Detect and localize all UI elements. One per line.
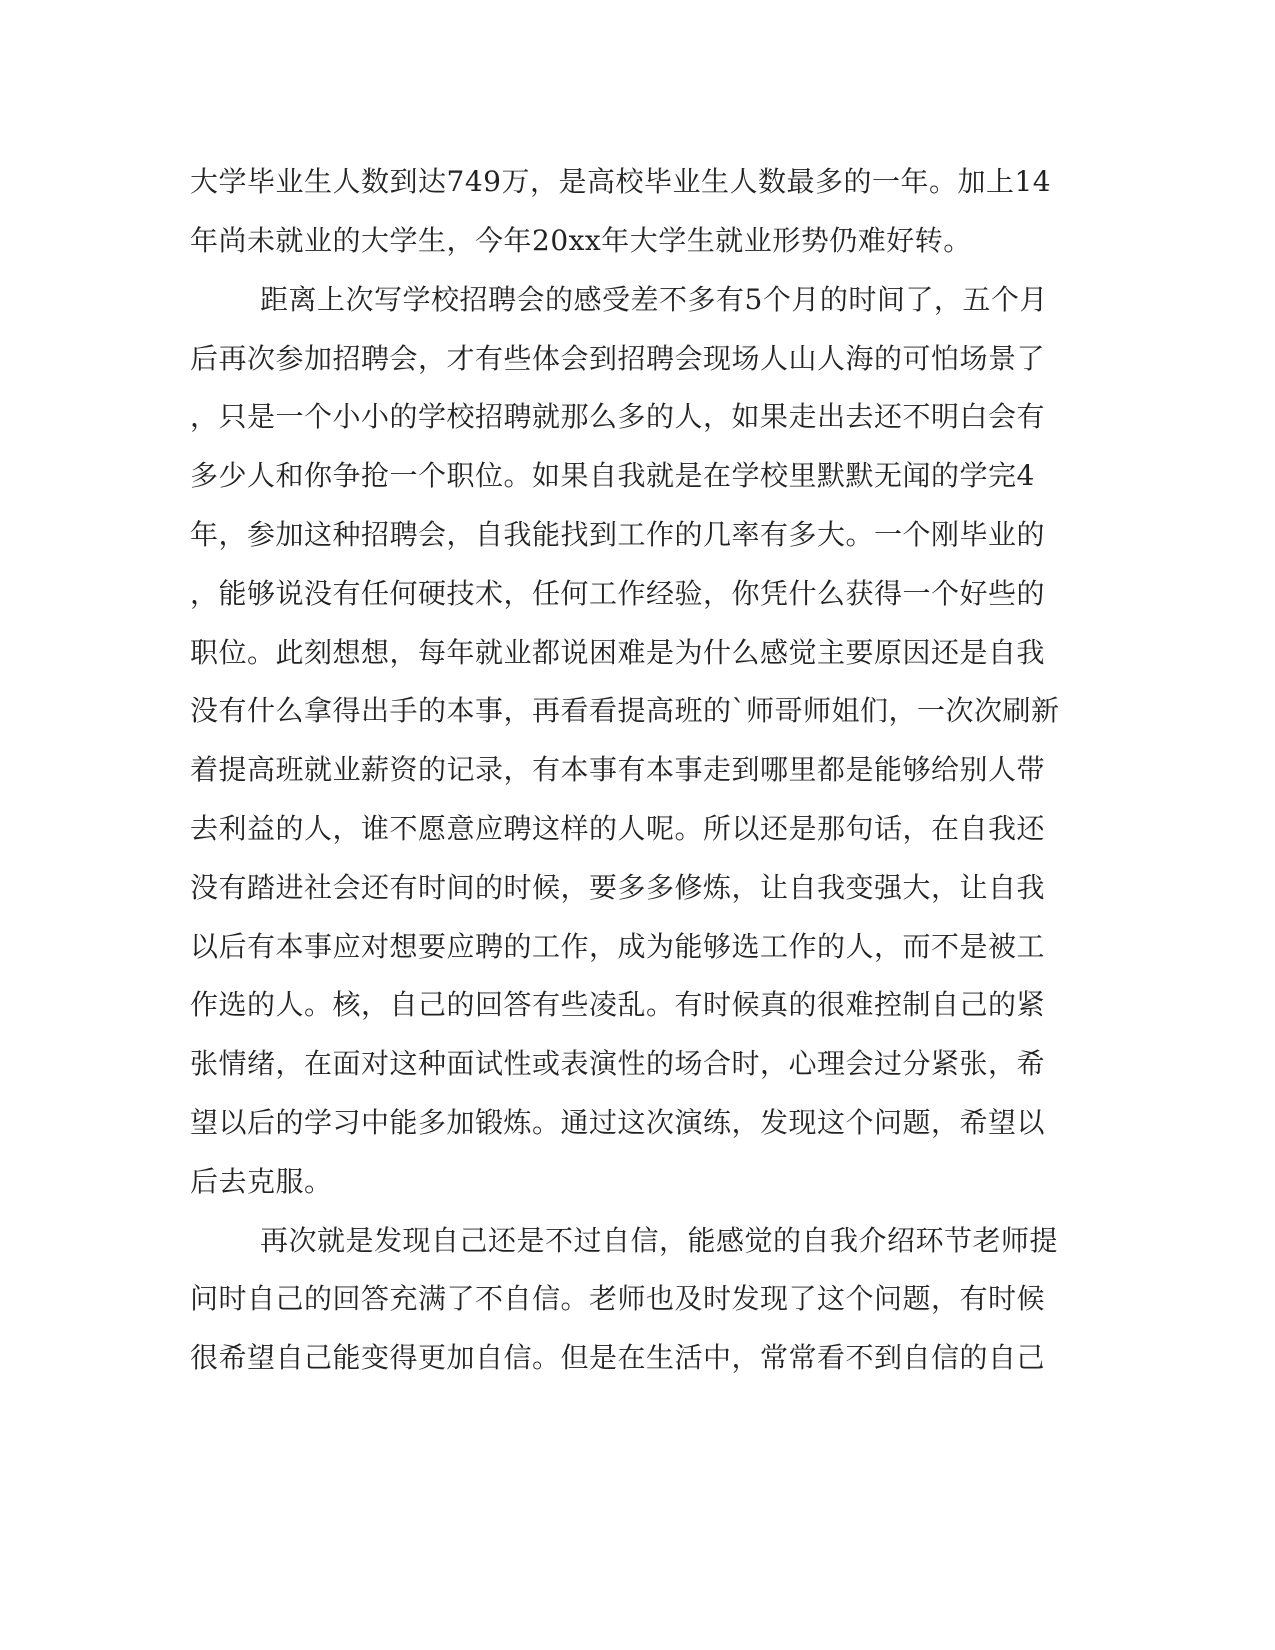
text-line-18: 后去克服。 — [190, 1165, 333, 1198]
text-line-17: 望以后的学习中能多加锻炼。通过这次演练，发现这个问题，希望以 — [190, 1106, 1046, 1139]
text-line-19: 再次就是发现自己还是不过自信，能感觉的自我介绍环节老师提 — [260, 1224, 1059, 1257]
text-line-5: ，只是一个小小的学校招聘就那么多的人，如果走出去还不明白会有 — [190, 400, 1046, 433]
text-line-1: 大学毕业生人数到达749万，是高校毕业生人数最多的一年。加上14 — [190, 165, 1052, 198]
text-line-16: 张情绪，在面对这种面试性或表演性的场合时，心理会过分紧张，希 — [190, 1047, 1046, 1080]
text-line-6: 多少人和你争抢一个职位。如果自我就是在学校里默默无闻的学完4 — [190, 459, 1035, 492]
text-line-12: 去利益的人，谁不愿意应聘这样的人呢。所以还是那句话，在自我还 — [190, 812, 1046, 845]
text-line-10: 没有什么拿得出手的本事，再看看提高班的`师哥师姐们，一次次刷新 — [190, 694, 1060, 727]
text-line-20: 问时自己的回答充满了不自信。老师也及时发现了这个问题，有时候 — [190, 1282, 1046, 1315]
text-line-21: 很希望自己能变得更加自信。但是在生活中，常常看不到自信的自己 — [190, 1341, 1046, 1374]
text-line-7: 年，参加这种招聘会，自我能找到工作的几率有多大。一个刚毕业的 — [190, 518, 1046, 551]
text-line-9: 职位。此刻想想，每年就业都说困难是为什么感觉主要原因还是自我 — [190, 636, 1046, 669]
text-line-3: 距离上次写学校招聘会的感受差不多有5个月的时间了，五个月 — [260, 283, 1048, 316]
text-line-4: 后再次参加招聘会，才有些体会到招聘会现场人山人海的可怕场景了 — [190, 342, 1046, 375]
text-line-2: 年尚未就业的大学生，今年20xx年大学生就业形势仍难好转。 — [190, 224, 972, 257]
text-line-8: ，能够说没有任何硬技术，任何工作经验，你凭什么获得一个好些的 — [190, 577, 1046, 610]
text-line-11: 着提高班就业薪资的记录，有本事有本事走到哪里都是能够给别人带 — [190, 753, 1046, 786]
text-line-15: 作选的人。核，自己的回答有些凌乱。有时候真的很难控制自己的紧 — [190, 988, 1046, 1021]
text-line-14: 以后有本事应对想要应聘的工作，成为能够选工作的人，而不是被工 — [190, 930, 1046, 963]
text-line-13: 没有踏进社会还有时间的时候，要多多修炼，让自我变强大，让自我 — [190, 871, 1046, 904]
